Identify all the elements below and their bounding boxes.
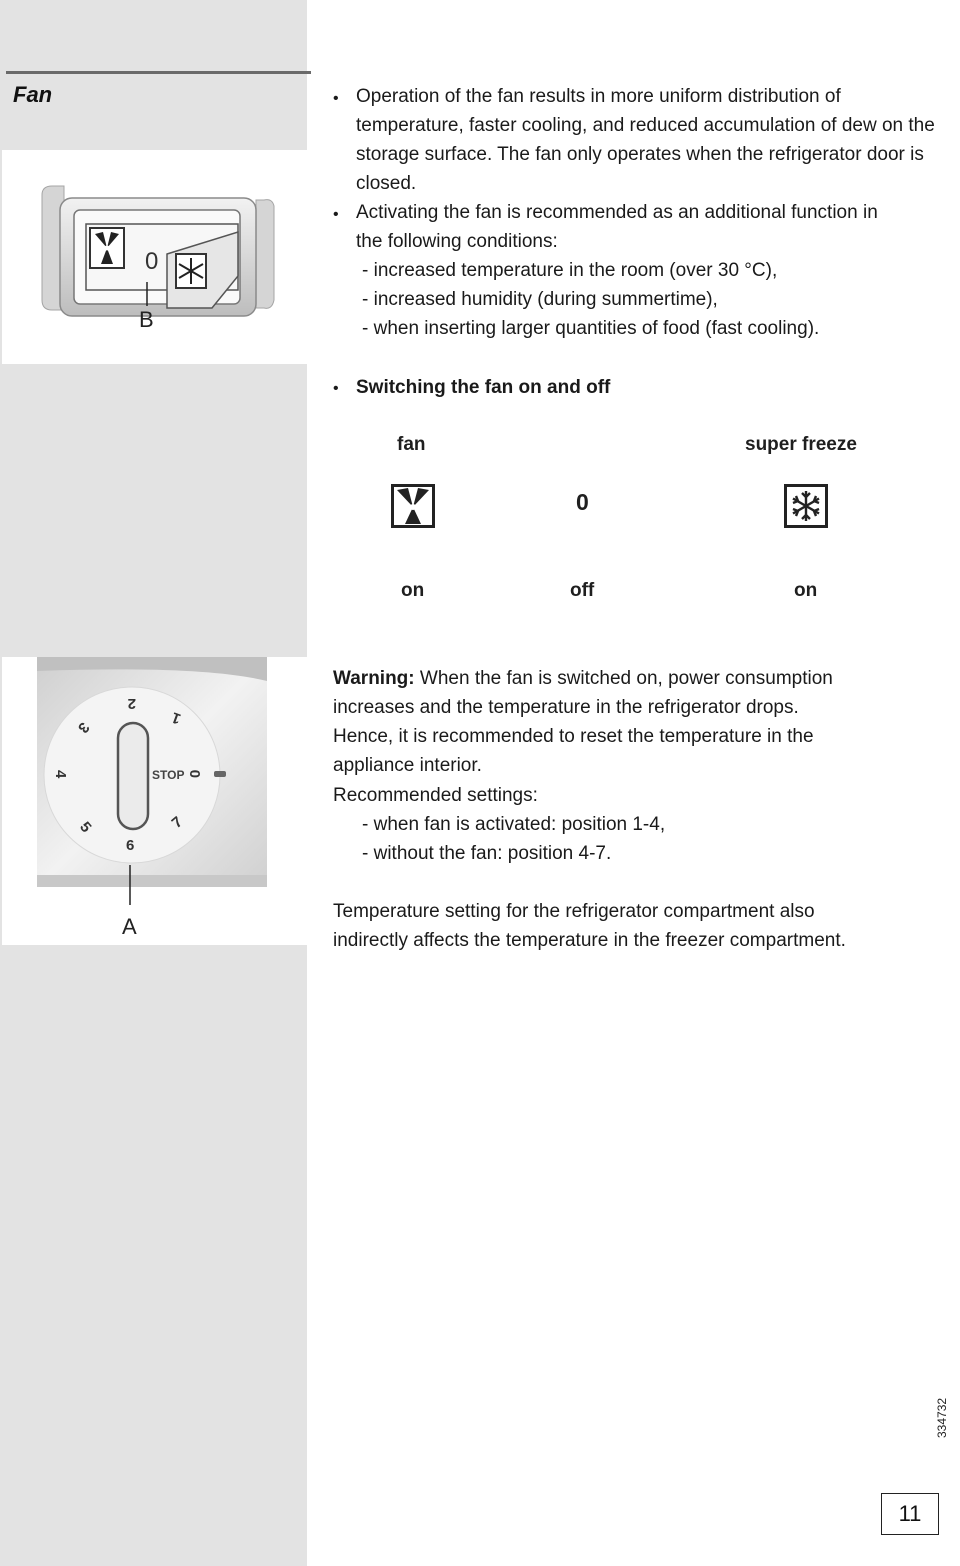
dial-number-6: 6 xyxy=(126,837,135,854)
dial-knob xyxy=(118,723,148,829)
snowflake-icon xyxy=(784,484,828,528)
state-zero-off: off xyxy=(570,580,595,601)
bullet-activating-line1: Activating the fan is recommended as an additional function in xyxy=(356,202,878,223)
switch-zero-label: 0 xyxy=(145,248,159,275)
dial-number-5: 5 xyxy=(76,818,95,836)
warning-line1-text: When the fan is switched on, power consumption xyxy=(414,668,833,689)
col-super-freeze-label: super freeze xyxy=(745,434,857,455)
thermostat-dial-drawing xyxy=(2,657,307,945)
condition-temperature: - increased temperature in the room (over 30 °C), xyxy=(362,260,778,281)
bullet-marker: • xyxy=(333,206,339,223)
dial-indicator xyxy=(214,771,226,777)
thermostat-dial-illustration xyxy=(2,657,307,945)
state-fan-on: on xyxy=(401,580,425,601)
warning-line3: Hence, it is recommended to reset the temperature in the xyxy=(333,726,814,747)
dial-number-2: 2 xyxy=(127,695,136,712)
setting-with-fan: - when fan is activated: position 1-4, xyxy=(362,814,666,835)
section-title: Fan xyxy=(13,82,53,107)
state-super-on: on xyxy=(794,580,818,601)
dial-number-1: 1 xyxy=(169,708,184,728)
switching-heading: Switching the fan on and off xyxy=(356,377,611,398)
fan-switch-drawing xyxy=(2,150,307,364)
label-a: A xyxy=(122,914,137,939)
dial-number-7: 7 xyxy=(168,813,186,832)
label-b: B xyxy=(139,307,154,332)
bullet-marker: • xyxy=(333,380,339,397)
col-fan-label: fan xyxy=(397,434,426,455)
dial-number-3: 3 xyxy=(74,718,93,737)
warning-line4: appliance interior. xyxy=(333,755,482,776)
bullet-activating-line2: the following conditions: xyxy=(356,231,558,252)
recommended-settings-heading: Recommended settings: xyxy=(333,785,538,806)
dial-number-0: 0 xyxy=(187,769,204,778)
bullet-fan-operation: Operation of the fan results in more uniform distribution of temperature, faster cooling, and reduced accumulation of dew on the storage surface. The fan only operates when the refrigerator door is closed. xyxy=(356,86,935,194)
col-zero-label: 0 xyxy=(576,489,589,515)
fan-icon xyxy=(391,484,435,528)
setting-without-fan: - without the fan: position 4-7. xyxy=(362,843,612,864)
condition-food: - when inserting larger quantities of food (fast cooling). xyxy=(362,318,820,339)
fan-switch-illustration xyxy=(2,150,307,364)
temperature-note-line2: indirectly affects the temperature in the freezer compartment. xyxy=(333,930,846,951)
warning-label: Warning: xyxy=(333,668,415,689)
dial-stop-label: STOP xyxy=(152,768,185,782)
temperature-note-line1: Temperature setting for the refrigerator compartment also xyxy=(333,901,815,922)
condition-humidity: - increased humidity (during summertime), xyxy=(362,289,718,310)
document-code: 334732 xyxy=(935,1397,949,1438)
warning-line2: increases and the temperature in the refrigerator drops. xyxy=(333,697,799,718)
bullet-marker: • xyxy=(333,90,339,107)
dial-number-4: 4 xyxy=(52,770,69,779)
page-number: 11 xyxy=(881,1493,939,1535)
warning-line1 xyxy=(333,664,933,693)
section-rule xyxy=(6,71,311,74)
